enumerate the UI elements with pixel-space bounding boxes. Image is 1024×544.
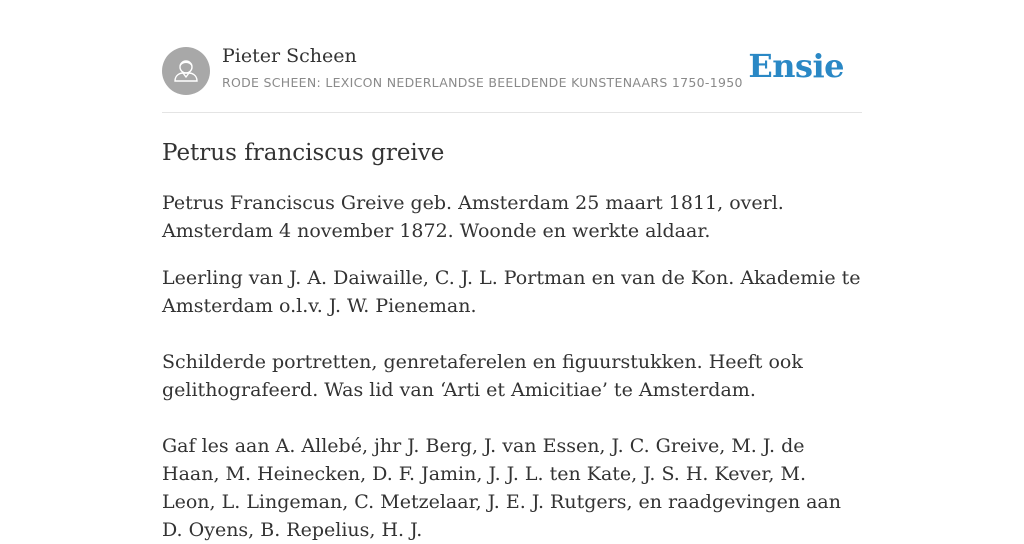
paragraph-details bbox=[162, 264, 862, 544]
paragraph-students: Gaf les aan A. Allebé, jhr J. Berg, J. van Essen, J. C. Greive, M. J. de Haan, M. Heinecken, D. F. Jamin, J. J. L. ten Kate, J. S. H. Kever, M. Leon, L. Lingeman, C. Metzelaar, J. E. J. Rutgers, en raadgevingen aan D. Oyens, B. Repelius, H. J. bbox=[162, 435, 841, 541]
paragraph-intro: Petrus Franciscus Greive geb. Amsterdam 25 maart 1811, overl. Amsterdam 4 november 1872. Woonde en werkte aldaar. bbox=[162, 192, 784, 242]
author-name[interactable]: Pieter Scheen bbox=[222, 45, 357, 67]
paragraph-gap bbox=[162, 320, 862, 348]
paragraph-training: Leerling van J. A. Daiwaille, C. J. L. Portman en van de Kon. Akademie te Amsterdam o.l.v. J. W. Pieneman. bbox=[162, 267, 861, 317]
user-silhouette-icon bbox=[162, 47, 210, 95]
author-header bbox=[162, 0, 862, 113]
article-body bbox=[162, 189, 862, 544]
ensie-logo[interactable]: Ensie bbox=[748, 47, 844, 85]
paragraph-gap bbox=[162, 404, 862, 432]
paragraph-work: Schilderde portretten, genretaferelen en figuurstukken. Heeft ook gelithografeerd. Was lid van ‘Arti et Amicitiae’ te Amsterdam. bbox=[162, 351, 803, 401]
page-title: Petrus franciscus greive bbox=[162, 140, 445, 166]
page bbox=[162, 0, 862, 544]
avatar[interactable] bbox=[162, 47, 210, 95]
source-title[interactable]: RODE SCHEEN: LEXICON NEDERLANDSE BEELDENDE KUNSTENAARS 1750-1950 bbox=[222, 75, 743, 90]
